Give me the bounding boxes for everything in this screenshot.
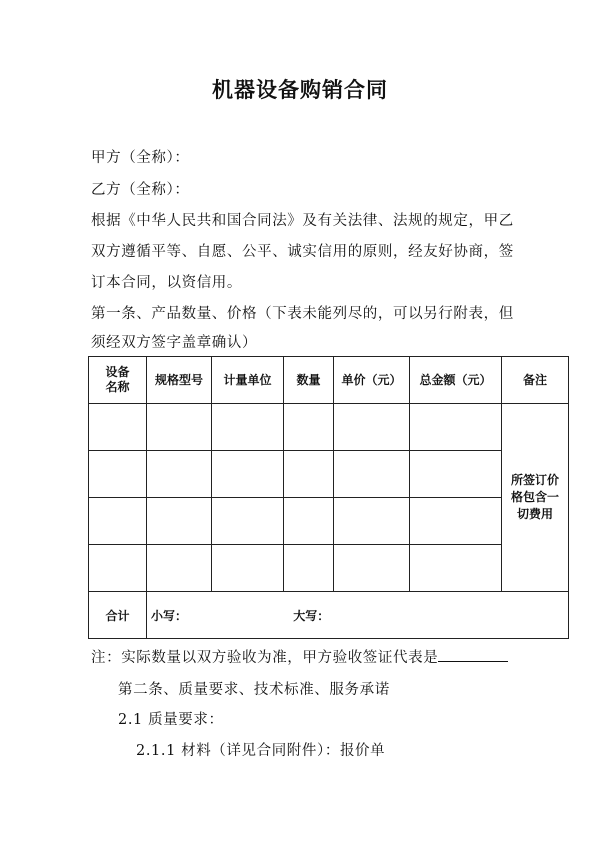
cell-model[interactable] — [147, 498, 212, 545]
cell-unit[interactable] — [212, 498, 284, 545]
preamble-line-3: 订本合同，以资信用。 — [91, 275, 242, 291]
cell-unit[interactable] — [212, 451, 284, 498]
section-2-1: 2.1 质量要求： — [118, 712, 224, 728]
cell-total-amount[interactable] — [410, 451, 502, 498]
preamble-line-1: 根据《中华人民共和国合同法》及有关法律、法规的规定，甲乙 — [91, 213, 514, 229]
cell-total-amount[interactable] — [410, 498, 502, 545]
total-label: 合计 — [89, 592, 147, 639]
cell-equipment-name[interactable] — [89, 404, 147, 451]
cell-equipment-name[interactable] — [89, 451, 147, 498]
party-b-line: 乙方（全称）： — [91, 182, 190, 198]
article2-heading: 第二条、质量要求、技术标准、服务承诺 — [118, 682, 390, 698]
header-remark: 备注 — [502, 357, 569, 404]
cell-equipment-name[interactable] — [89, 498, 147, 545]
preamble-line-2: 双方遵循平等、自愿、公平、诚实信用的原则，经友好协商，签 — [91, 244, 514, 260]
header-unit-price: 单价（元） — [334, 357, 410, 404]
table-row — [89, 451, 569, 498]
cell-quantity[interactable] — [284, 451, 334, 498]
header-equipment-name: 设备名称 — [89, 357, 147, 404]
table-row — [89, 545, 569, 592]
header-model: 规格型号 — [147, 357, 212, 404]
remark-cell: 所签订价格包含一切费用 — [502, 404, 569, 592]
table-header-row — [89, 357, 569, 404]
party-a-line: 甲方（全称）： — [91, 150, 190, 166]
article1-line-1: 第一条、产品数量、价格（下表未能列尽的，可以另行附表，但 — [91, 306, 514, 322]
product-table — [88, 356, 569, 639]
cell-quantity[interactable] — [284, 545, 334, 592]
header-unit: 计量单位 — [212, 357, 284, 404]
cell-quantity[interactable] — [284, 404, 334, 451]
header-total-amount: 总金额（元） — [410, 357, 502, 404]
cell-total-amount[interactable] — [410, 404, 502, 451]
cell-total-amount[interactable] — [410, 545, 502, 592]
cell-equipment-name[interactable] — [89, 545, 147, 592]
table-row — [89, 404, 569, 451]
cell-model[interactable] — [147, 451, 212, 498]
cell-unit-price[interactable] — [334, 498, 410, 545]
signatory-blank[interactable] — [438, 647, 508, 662]
note-text: 注：实际数量以双方验收为准，甲方验收签证代表是 — [91, 650, 439, 666]
large-amount-label: 大写： — [293, 608, 330, 623]
cell-unit[interactable] — [212, 404, 284, 451]
section-2-1-1: 2.1.1 材料（详见合同附件）：报价单 — [136, 743, 386, 759]
cell-model[interactable] — [147, 404, 212, 451]
small-amount-label: 小写： — [151, 608, 188, 623]
total-amount-cell[interactable] — [147, 592, 569, 639]
table-row — [89, 498, 569, 545]
note-line — [91, 646, 508, 667]
cell-unit-price[interactable] — [334, 545, 410, 592]
article1-line-2: 须经双方签字盖章确认） — [91, 335, 258, 351]
total-row — [89, 592, 569, 639]
cell-unit-price[interactable] — [334, 404, 410, 451]
cell-unit-price[interactable] — [334, 451, 410, 498]
cell-unit[interactable] — [212, 545, 284, 592]
header-quantity: 数量 — [284, 357, 334, 404]
cell-quantity[interactable] — [284, 498, 334, 545]
document-title: 机器设备购销合同 — [212, 77, 388, 102]
cell-model[interactable] — [147, 545, 212, 592]
